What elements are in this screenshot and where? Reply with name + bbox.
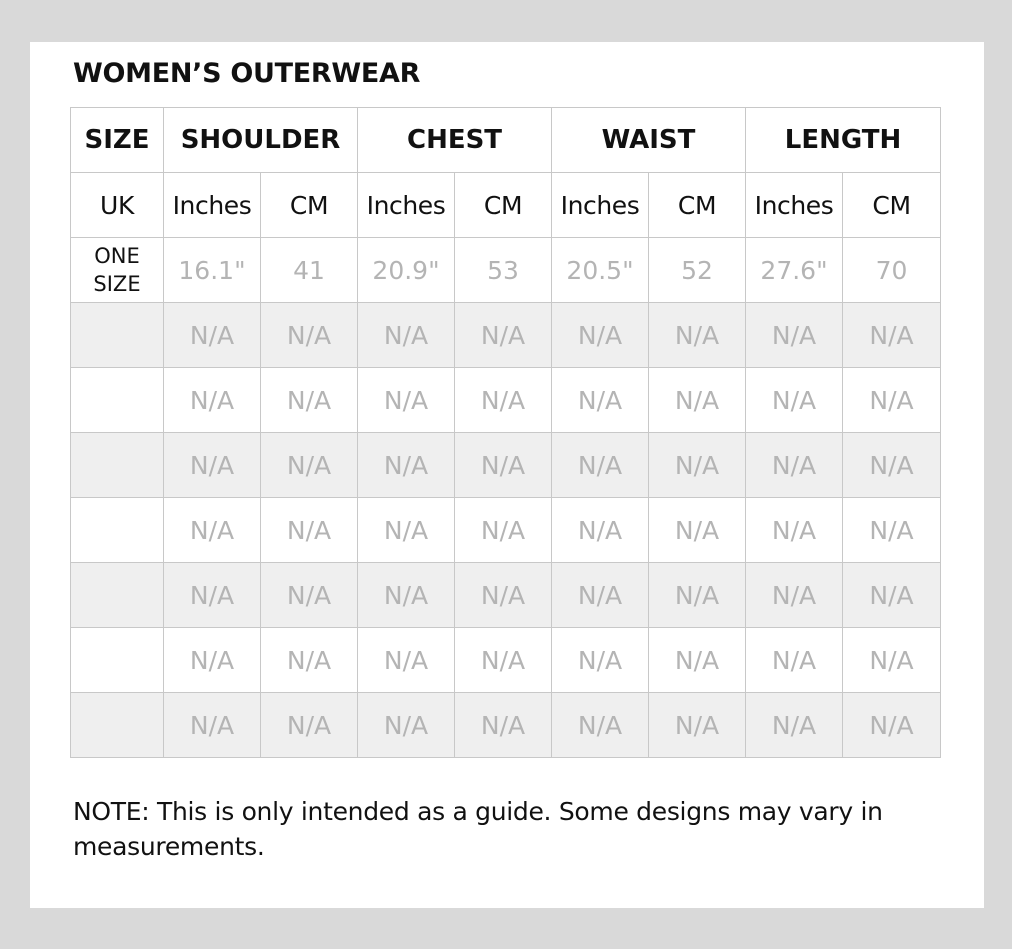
value-length-cm: N/A [843, 433, 941, 498]
value-shoulder-inches: N/A [164, 498, 261, 563]
value-chest-cm: N/A [455, 628, 552, 693]
value-length-cm: N/A [843, 563, 941, 628]
table-row [71, 498, 941, 563]
value-shoulder-cm: 41 [261, 238, 358, 303]
size-cell [71, 498, 164, 563]
value-waist-inches: 20.5" [552, 238, 649, 303]
value-shoulder-cm: N/A [261, 303, 358, 368]
size-cell [71, 693, 164, 758]
value-chest-inches: 20.9" [358, 238, 455, 303]
value-waist-inches: N/A [552, 498, 649, 563]
value-shoulder-inches: 16.1" [164, 238, 261, 303]
value-length-cm: N/A [843, 628, 941, 693]
size-cell [71, 238, 164, 303]
header-chest: CHEST [358, 108, 552, 173]
value-waist-cm: N/A [649, 693, 746, 758]
value-waist-inches: N/A [552, 368, 649, 433]
value-chest-cm: N/A [455, 498, 552, 563]
value-chest-cm: N/A [455, 368, 552, 433]
size-label: SIZE [93, 272, 141, 296]
header-shoulder: SHOULDER [164, 108, 358, 173]
size-cell [71, 303, 164, 368]
value-shoulder-cm: N/A [261, 693, 358, 758]
value-length-inches: N/A [746, 563, 843, 628]
value-length-inches: N/A [746, 628, 843, 693]
size-cell [71, 433, 164, 498]
size-cell [71, 628, 164, 693]
value-length-cm: N/A [843, 303, 941, 368]
value-chest-cm: N/A [455, 303, 552, 368]
unit-chest-inches: Inches [358, 173, 455, 238]
value-shoulder-inches: N/A [164, 628, 261, 693]
value-chest-inches: N/A [358, 693, 455, 758]
value-chest-inches: N/A [358, 433, 455, 498]
value-shoulder-inches: N/A [164, 433, 261, 498]
value-length-cm: N/A [843, 368, 941, 433]
value-waist-cm: N/A [649, 368, 746, 433]
unit-length-cm: CM [843, 173, 941, 238]
value-length-inches: N/A [746, 303, 843, 368]
header-waist: WAIST [552, 108, 746, 173]
unit-waist-inches: Inches [552, 173, 649, 238]
value-shoulder-cm: N/A [261, 498, 358, 563]
table-row [71, 628, 941, 693]
value-waist-cm: N/A [649, 563, 746, 628]
value-length-inches: N/A [746, 693, 843, 758]
size-guide-card [30, 42, 984, 908]
value-waist-inches: N/A [552, 628, 649, 693]
value-length-inches: N/A [746, 368, 843, 433]
unit-shoulder-cm: CM [261, 173, 358, 238]
value-shoulder-inches: N/A [164, 563, 261, 628]
table-row [71, 303, 941, 368]
value-chest-cm: N/A [455, 433, 552, 498]
value-length-cm: N/A [843, 693, 941, 758]
size-chart-table [70, 107, 941, 758]
value-waist-cm: N/A [649, 498, 746, 563]
header-row-measurements [71, 108, 941, 173]
unit-waist-cm: CM [649, 173, 746, 238]
value-waist-cm: N/A [649, 433, 746, 498]
unit-chest-cm: CM [455, 173, 552, 238]
table-row [71, 563, 941, 628]
value-shoulder-cm: N/A [261, 628, 358, 693]
value-waist-inches: N/A [552, 563, 649, 628]
value-waist-inches: N/A [552, 693, 649, 758]
value-shoulder-inches: N/A [164, 303, 261, 368]
header-size: SIZE [71, 108, 164, 173]
value-shoulder-inches: N/A [164, 693, 261, 758]
value-chest-cm: N/A [455, 563, 552, 628]
value-shoulder-inches: N/A [164, 368, 261, 433]
value-chest-cm: 53 [455, 238, 552, 303]
table-row [71, 433, 941, 498]
value-waist-cm: 52 [649, 238, 746, 303]
value-waist-cm: N/A [649, 303, 746, 368]
value-waist-inches: N/A [552, 433, 649, 498]
size-cell [71, 563, 164, 628]
value-length-inches: 27.6" [746, 238, 843, 303]
value-shoulder-cm: N/A [261, 433, 358, 498]
value-chest-inches: N/A [358, 303, 455, 368]
unit-uk: UK [71, 173, 164, 238]
value-length-inches: N/A [746, 433, 843, 498]
value-chest-inches: N/A [358, 563, 455, 628]
size-cell [71, 368, 164, 433]
unit-length-inches: Inches [746, 173, 843, 238]
value-chest-inches: N/A [358, 368, 455, 433]
value-shoulder-cm: N/A [261, 563, 358, 628]
value-chest-inches: N/A [358, 498, 455, 563]
guide-note: NOTE: This is only intended as a guide. Some designs may vary in measurements. [73, 797, 883, 861]
page-title: WOMEN’S OUTERWEAR [73, 58, 421, 89]
header-length: LENGTH [746, 108, 941, 173]
value-waist-inches: N/A [552, 303, 649, 368]
value-chest-inches: N/A [358, 628, 455, 693]
table-row [71, 693, 941, 758]
value-waist-cm: N/A [649, 628, 746, 693]
value-chest-cm: N/A [455, 693, 552, 758]
size-label: ONE [94, 244, 140, 268]
value-length-cm: 70 [843, 238, 941, 303]
size-rows [71, 238, 941, 758]
value-length-cm: N/A [843, 498, 941, 563]
value-shoulder-cm: N/A [261, 368, 358, 433]
unit-shoulder-inches: Inches [164, 173, 261, 238]
value-length-inches: N/A [746, 498, 843, 563]
table-row [71, 368, 941, 433]
header-row-units [71, 173, 941, 238]
table-row [71, 238, 941, 303]
